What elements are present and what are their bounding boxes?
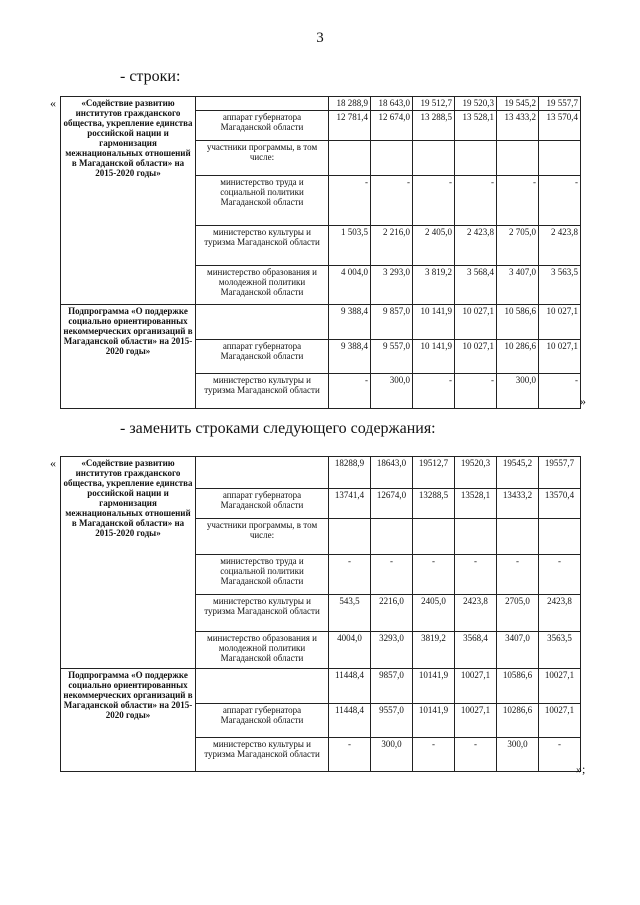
value-cell: -: [455, 176, 497, 226]
original-rows-table: [60, 96, 581, 409]
value-cell: 10 286,6: [497, 340, 539, 374]
value-cell: 300,0: [371, 738, 413, 772]
value-cell: 13 570,4: [539, 111, 581, 141]
value-cell: -: [455, 555, 497, 595]
value-cell: 3 407,0: [497, 266, 539, 305]
value-cell: 9 388,4: [329, 305, 371, 340]
value-cell: 19512,7: [413, 457, 455, 489]
value-cell: 13 528,1: [455, 111, 497, 141]
value-cell: -: [497, 555, 539, 595]
executor-cell: [196, 97, 329, 111]
value-cell: 13288,5: [413, 489, 455, 519]
program-name-cell: «Содействие развитию институтов гражданского общества, укрепление единства российской нации и гармонизация межнациональных отношений в Магаданской области» на 2015-2020 годы»: [61, 97, 196, 305]
quote-open-1: «: [50, 96, 56, 110]
value-cell: 3 563,5: [539, 266, 581, 305]
value-cell: 2705,0: [497, 595, 539, 632]
value-cell: 10 027,1: [455, 305, 497, 340]
value-cell: 18643,0: [371, 457, 413, 489]
value-cell: -: [539, 176, 581, 226]
executor-cell: участники программы, в том числе:: [196, 141, 329, 176]
value-cell: 11448,4: [329, 669, 371, 704]
value-cell: 19 557,7: [539, 97, 581, 111]
section-heading-replace: - заменить строками следующего содержания:: [120, 420, 436, 437]
table-row: [61, 305, 581, 340]
value-cell: 12 674,0: [371, 111, 413, 141]
value-cell: 10 027,1: [455, 340, 497, 374]
value-cell: -: [539, 738, 581, 772]
value-cell: 10286,6: [497, 704, 539, 738]
value-cell: 300,0: [497, 738, 539, 772]
value-cell: [371, 141, 413, 176]
value-cell: [329, 519, 371, 555]
value-cell: 18 288,9: [329, 97, 371, 111]
value-cell: [455, 519, 497, 555]
value-cell: 13 433,2: [497, 111, 539, 141]
value-cell: -: [413, 176, 455, 226]
value-cell: [413, 519, 455, 555]
value-cell: 10 141,9: [413, 305, 455, 340]
quote-close-1: »: [580, 394, 586, 408]
executor-cell: аппарат губернатора Магаданской области: [196, 704, 329, 738]
value-cell: -: [329, 374, 371, 409]
value-cell: 13433,2: [497, 489, 539, 519]
value-cell: 18 643,0: [371, 97, 413, 111]
value-cell: 4 004,0: [329, 266, 371, 305]
value-cell: 3819,2: [413, 632, 455, 669]
quote-close-2: »;: [576, 762, 586, 776]
value-cell: 2 423,8: [539, 226, 581, 266]
executor-cell: [196, 669, 329, 704]
value-cell: 10141,9: [413, 669, 455, 704]
value-cell: 3 819,2: [413, 266, 455, 305]
value-cell: 1 503,5: [329, 226, 371, 266]
value-cell: 13528,1: [455, 489, 497, 519]
executor-cell: министерство образования и молодежной политики Магаданской области: [196, 632, 329, 669]
value-cell: 9 388,4: [329, 340, 371, 374]
value-cell: 2 705,0: [497, 226, 539, 266]
value-cell: [539, 141, 581, 176]
value-cell: 3 293,0: [371, 266, 413, 305]
value-cell: 19520,3: [455, 457, 497, 489]
table-row: [61, 457, 581, 489]
value-cell: -: [539, 555, 581, 595]
value-cell: -: [329, 176, 371, 226]
value-cell: -: [329, 555, 371, 595]
executor-cell: министерство культуры и туризма Магаданской области: [196, 738, 329, 772]
executor-cell: аппарат губернатора Магаданской области: [196, 340, 329, 374]
value-cell: 11448,4: [329, 704, 371, 738]
executor-cell: министерство культуры и туризма Магаданской области: [196, 374, 329, 409]
value-cell: -: [539, 374, 581, 409]
program-name-cell: Подпрограмма «О поддержке социально ориентированных некоммерческих организаций в Магаданской области» на 2015-2020 годы»: [61, 305, 196, 409]
value-cell: 10 027,1: [539, 340, 581, 374]
value-cell: 10 586,6: [497, 305, 539, 340]
value-cell: -: [413, 738, 455, 772]
executor-cell: министерство труда и социальной политики Магаданской области: [196, 176, 329, 226]
value-cell: 10586,6: [497, 669, 539, 704]
executor-cell: министерство образования и молодежной политики Магаданской области: [196, 266, 329, 305]
program-name-cell: Подпрограмма «О поддержке социально ориентированных некоммерческих организаций в Магаданской области» на 2015-2020 годы»: [61, 669, 196, 772]
value-cell: 2 405,0: [413, 226, 455, 266]
replacement-rows-table: [60, 456, 581, 772]
value-cell: 2216,0: [371, 595, 413, 632]
value-cell: -: [413, 374, 455, 409]
executor-cell: [196, 305, 329, 340]
value-cell: 19545,2: [497, 457, 539, 489]
value-cell: 10027,1: [455, 704, 497, 738]
executor-cell: министерство культуры и туризма Магаданской области: [196, 595, 329, 632]
value-cell: [497, 519, 539, 555]
value-cell: 3407,0: [497, 632, 539, 669]
value-cell: -: [329, 738, 371, 772]
value-cell: [539, 519, 581, 555]
value-cell: [371, 519, 413, 555]
value-cell: 4004,0: [329, 632, 371, 669]
executor-cell: министерство культуры и туризма Магаданской области: [196, 226, 329, 266]
value-cell: 3293,0: [371, 632, 413, 669]
value-cell: 300,0: [497, 374, 539, 409]
value-cell: 19 520,3: [455, 97, 497, 111]
table-row: [61, 669, 581, 704]
section-heading-rows: - строки:: [120, 68, 181, 85]
value-cell: [497, 141, 539, 176]
value-cell: 19557,7: [539, 457, 581, 489]
value-cell: 9857,0: [371, 669, 413, 704]
value-cell: [413, 141, 455, 176]
value-cell: 12 781,4: [329, 111, 371, 141]
value-cell: [329, 141, 371, 176]
value-cell: 2423,8: [455, 595, 497, 632]
value-cell: 2405,0: [413, 595, 455, 632]
executor-cell: аппарат губернатора Магаданской области: [196, 111, 329, 141]
value-cell: -: [413, 555, 455, 595]
value-cell: 10027,1: [539, 669, 581, 704]
page-number: 3: [316, 30, 324, 46]
value-cell: 13570,4: [539, 489, 581, 519]
value-cell: 543,5: [329, 595, 371, 632]
value-cell: 19 512,7: [413, 97, 455, 111]
executor-cell: участники программы, в том числе:: [196, 519, 329, 555]
program-name-cell: «Содействие развитию институтов гражданского общества, укрепление единства российской нации и гармонизация межнациональных отношений в Магаданской области» на 2015-2020 годы»: [61, 457, 196, 669]
value-cell: 3 568,4: [455, 266, 497, 305]
value-cell: 3563,5: [539, 632, 581, 669]
value-cell: 9 857,0: [371, 305, 413, 340]
value-cell: 3568,4: [455, 632, 497, 669]
value-cell: 18288,9: [329, 457, 371, 489]
executor-cell: [196, 457, 329, 489]
value-cell: 2 423,8: [455, 226, 497, 266]
value-cell: 10141,9: [413, 704, 455, 738]
value-cell: 13741,4: [329, 489, 371, 519]
value-cell: -: [371, 176, 413, 226]
value-cell: 300,0: [371, 374, 413, 409]
value-cell: 9 557,0: [371, 340, 413, 374]
value-cell: 2 216,0: [371, 226, 413, 266]
value-cell: 19 545,2: [497, 97, 539, 111]
value-cell: -: [371, 555, 413, 595]
quote-open-2: «: [50, 456, 56, 470]
value-cell: 10 027,1: [539, 305, 581, 340]
value-cell: 10027,1: [539, 704, 581, 738]
table-row: [61, 97, 581, 111]
executor-cell: министерство труда и социальной политики Магаданской области: [196, 555, 329, 595]
value-cell: 9557,0: [371, 704, 413, 738]
value-cell: 12674,0: [371, 489, 413, 519]
value-cell: 10 141,9: [413, 340, 455, 374]
value-cell: 10027,1: [455, 669, 497, 704]
executor-cell: аппарат губернатора Магаданской области: [196, 489, 329, 519]
value-cell: [455, 141, 497, 176]
value-cell: 2423,8: [539, 595, 581, 632]
value-cell: -: [455, 738, 497, 772]
value-cell: -: [455, 374, 497, 409]
value-cell: 13 288,5: [413, 111, 455, 141]
value-cell: -: [497, 176, 539, 226]
